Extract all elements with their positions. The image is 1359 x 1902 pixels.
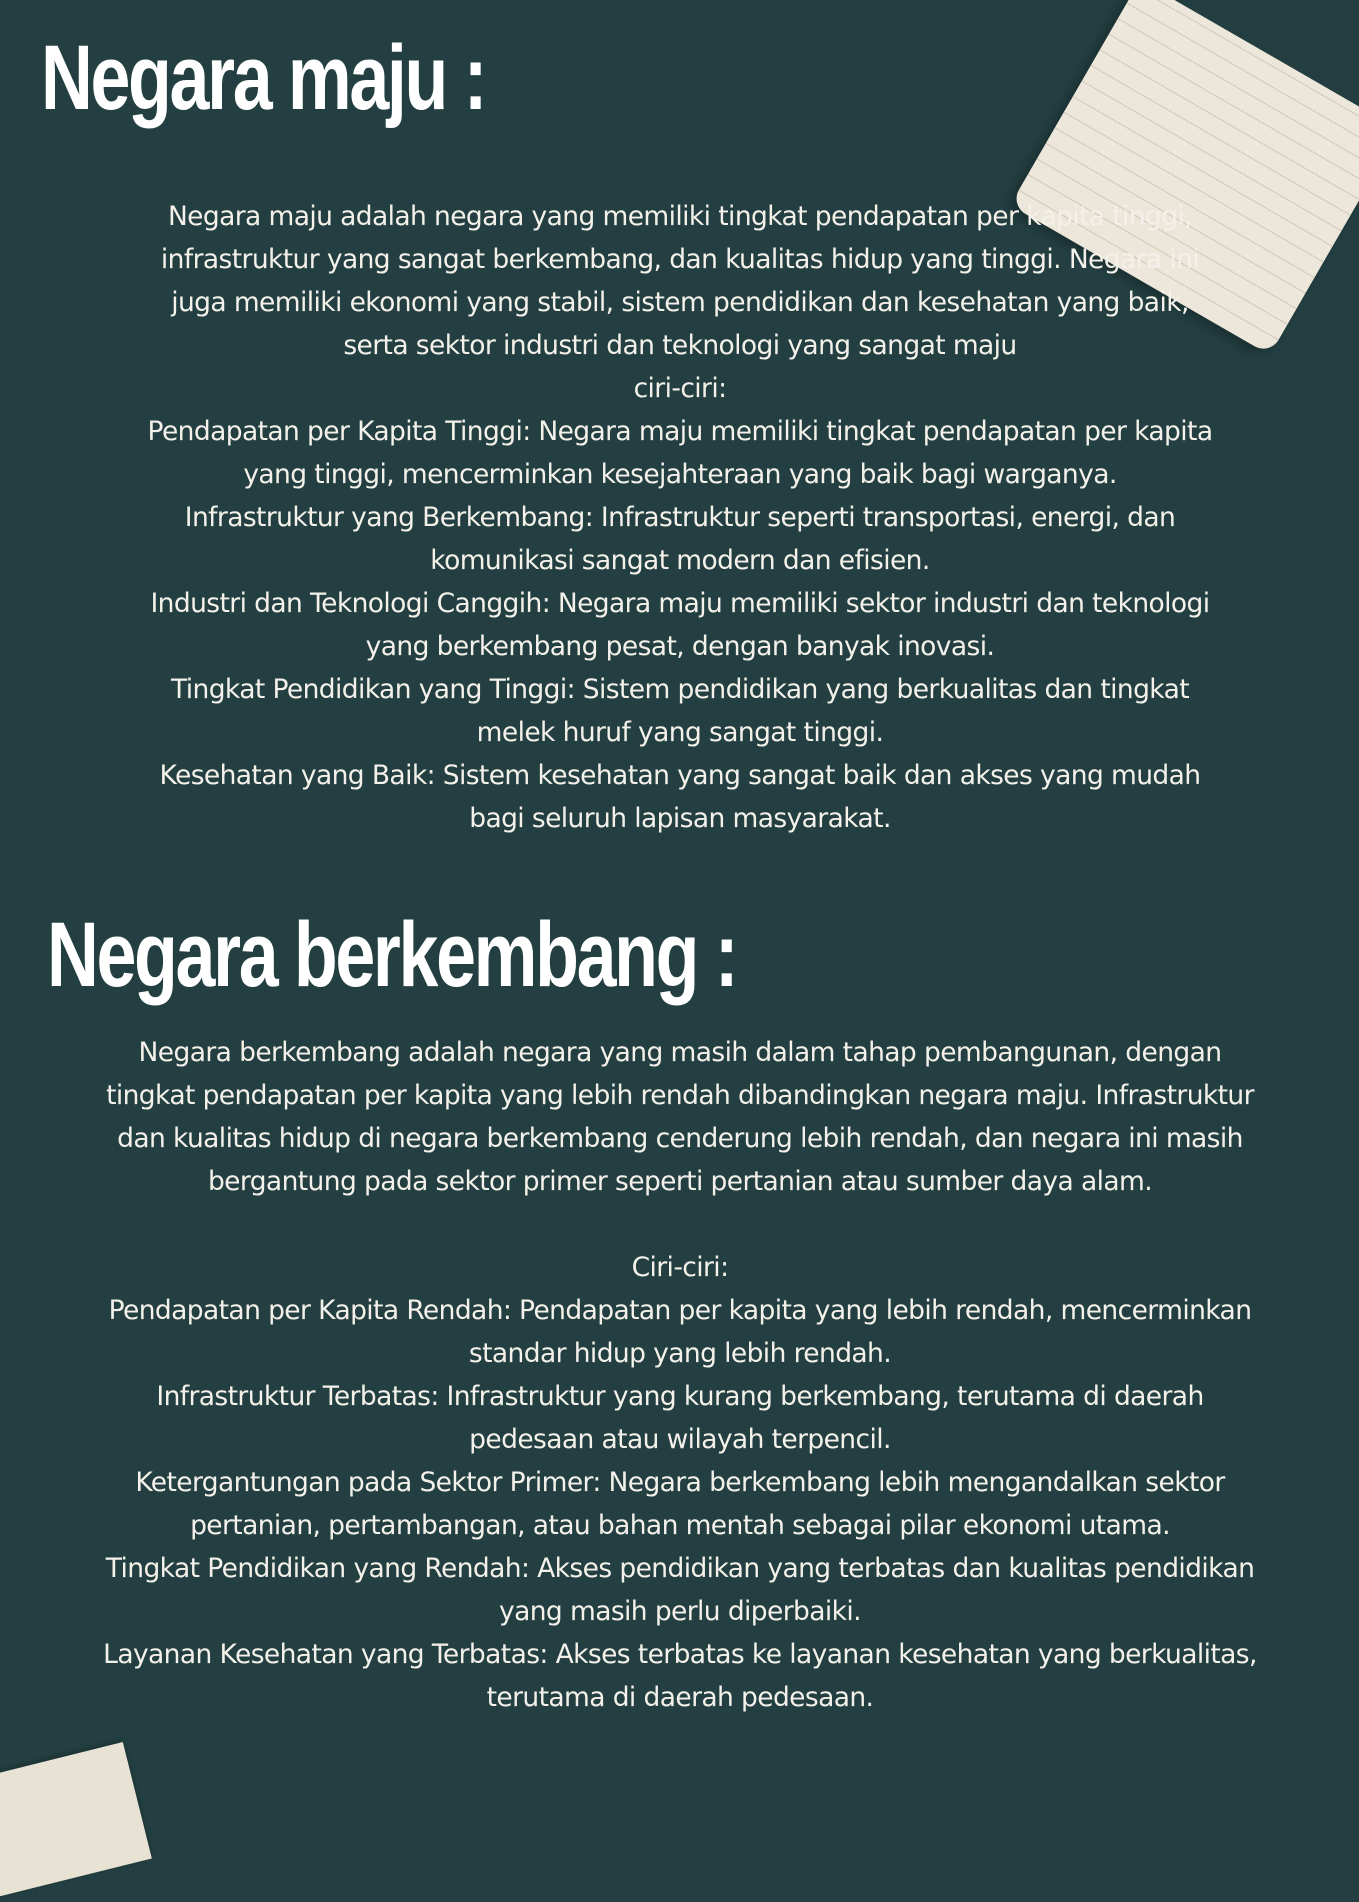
feature-line: yang masih perlu diperbaiki. — [499, 1596, 861, 1627]
feature-line: Ketergantungan pada Sektor Primer: Negara berkembang lebih mengandalkan sektor — [135, 1467, 1225, 1498]
feature-line: Kesehatan yang Baik: Sistem kesehatan yang sangat baik dan akses yang mudah — [159, 760, 1201, 791]
feature-line: pertanian, pertambangan, atau bahan mentah sebagai pilar ekonomi utama. — [190, 1510, 1170, 1541]
features-label: Ciri-ciri: — [631, 1252, 729, 1283]
intro-line: serta sektor industri dan teknologi yang sangat maju — [343, 330, 1017, 361]
intro-line: tingkat pendapatan per kapita yang lebih rendah dibandingkan negara maju. Infrastruktur — [106, 1080, 1254, 1111]
paragraph-spacer — [20, 1203, 1340, 1246]
feature-line: yang tinggi, mencerminkan kesejahteraan yang baik bagi warganya. — [243, 459, 1117, 490]
feature-line: komunikasi sangat modern dan efisien. — [430, 545, 930, 576]
heading-negara-maju: Negara maju : — [41, 27, 486, 129]
feature-line: pedesaan atau wilayah terpencil. — [469, 1424, 891, 1455]
feature-line: Tingkat Pendidikan yang Rendah: Akses pendidikan yang terbatas dan kualitas pendidikan — [105, 1553, 1255, 1584]
feature-line: bagi seluruh lapisan masyarakat. — [469, 803, 891, 834]
features-label: ciri-ciri: — [633, 373, 727, 404]
intro-line: Negara berkembang adalah negara yang masih dalam tahap pembangunan, dengan — [138, 1037, 1222, 1068]
feature-line: Infrastruktur Terbatas: Infrastruktur yang kurang berkembang, terutama di daerah — [156, 1381, 1204, 1412]
feature-line: Tingkat Pendidikan yang Tinggi: Sistem pendidikan yang berkualitas dan tingkat — [170, 674, 1189, 705]
heading-negara-berkembang: Negara berkembang : — [47, 904, 737, 1006]
feature-line: terutama di daerah pedesaan. — [486, 1682, 874, 1713]
feature-line: Infrastruktur yang Berkembang: Infrastruktur seperti transportasi, energi, dan — [184, 502, 1176, 533]
intro-line: Negara maju adalah negara yang memiliki tingkat pendapatan per kapita tinggi, — [167, 201, 1193, 232]
paper-scrap-decoration — [0, 1742, 152, 1902]
feature-line: Pendapatan per Kapita Rendah: Pendapatan per kapita yang lebih rendah, mencerminkan — [108, 1295, 1252, 1326]
intro-line: infrastruktur yang sangat berkembang, dan kualitas hidup yang tinggi. Negara ini — [160, 244, 1200, 275]
intro-line: dan kualitas hidup di negara berkembang cenderung lebih rendah, dan negara ini masih — [117, 1123, 1243, 1154]
intro-line: juga memiliki ekonomi yang stabil, sistem pendidikan dan kesehatan yang baik, — [171, 287, 1189, 318]
feature-line: standar hidup yang lebih rendah. — [468, 1338, 892, 1369]
feature-line: Industri dan Teknologi Canggih: Negara maju memiliki sektor industri dan teknologi — [150, 588, 1210, 619]
feature-line: Layanan Kesehatan yang Terbatas: Akses terbatas ke layanan kesehatan yang berkualitas, — [103, 1639, 1257, 1670]
feature-line: yang berkembang pesat, dengan banyak inovasi. — [365, 631, 995, 662]
feature-line: Pendapatan per Kapita Tinggi: Negara maju memiliki tingkat pendapatan per kapita — [147, 416, 1213, 447]
section-negara-berkembang — [20, 1031, 1340, 1719]
section-negara-maju — [40, 195, 1320, 840]
feature-line: melek huruf yang sangat tinggi. — [476, 717, 884, 748]
intro-line: bergantung pada sektor primer seperti pertanian atau sumber daya alam. — [207, 1166, 1153, 1197]
